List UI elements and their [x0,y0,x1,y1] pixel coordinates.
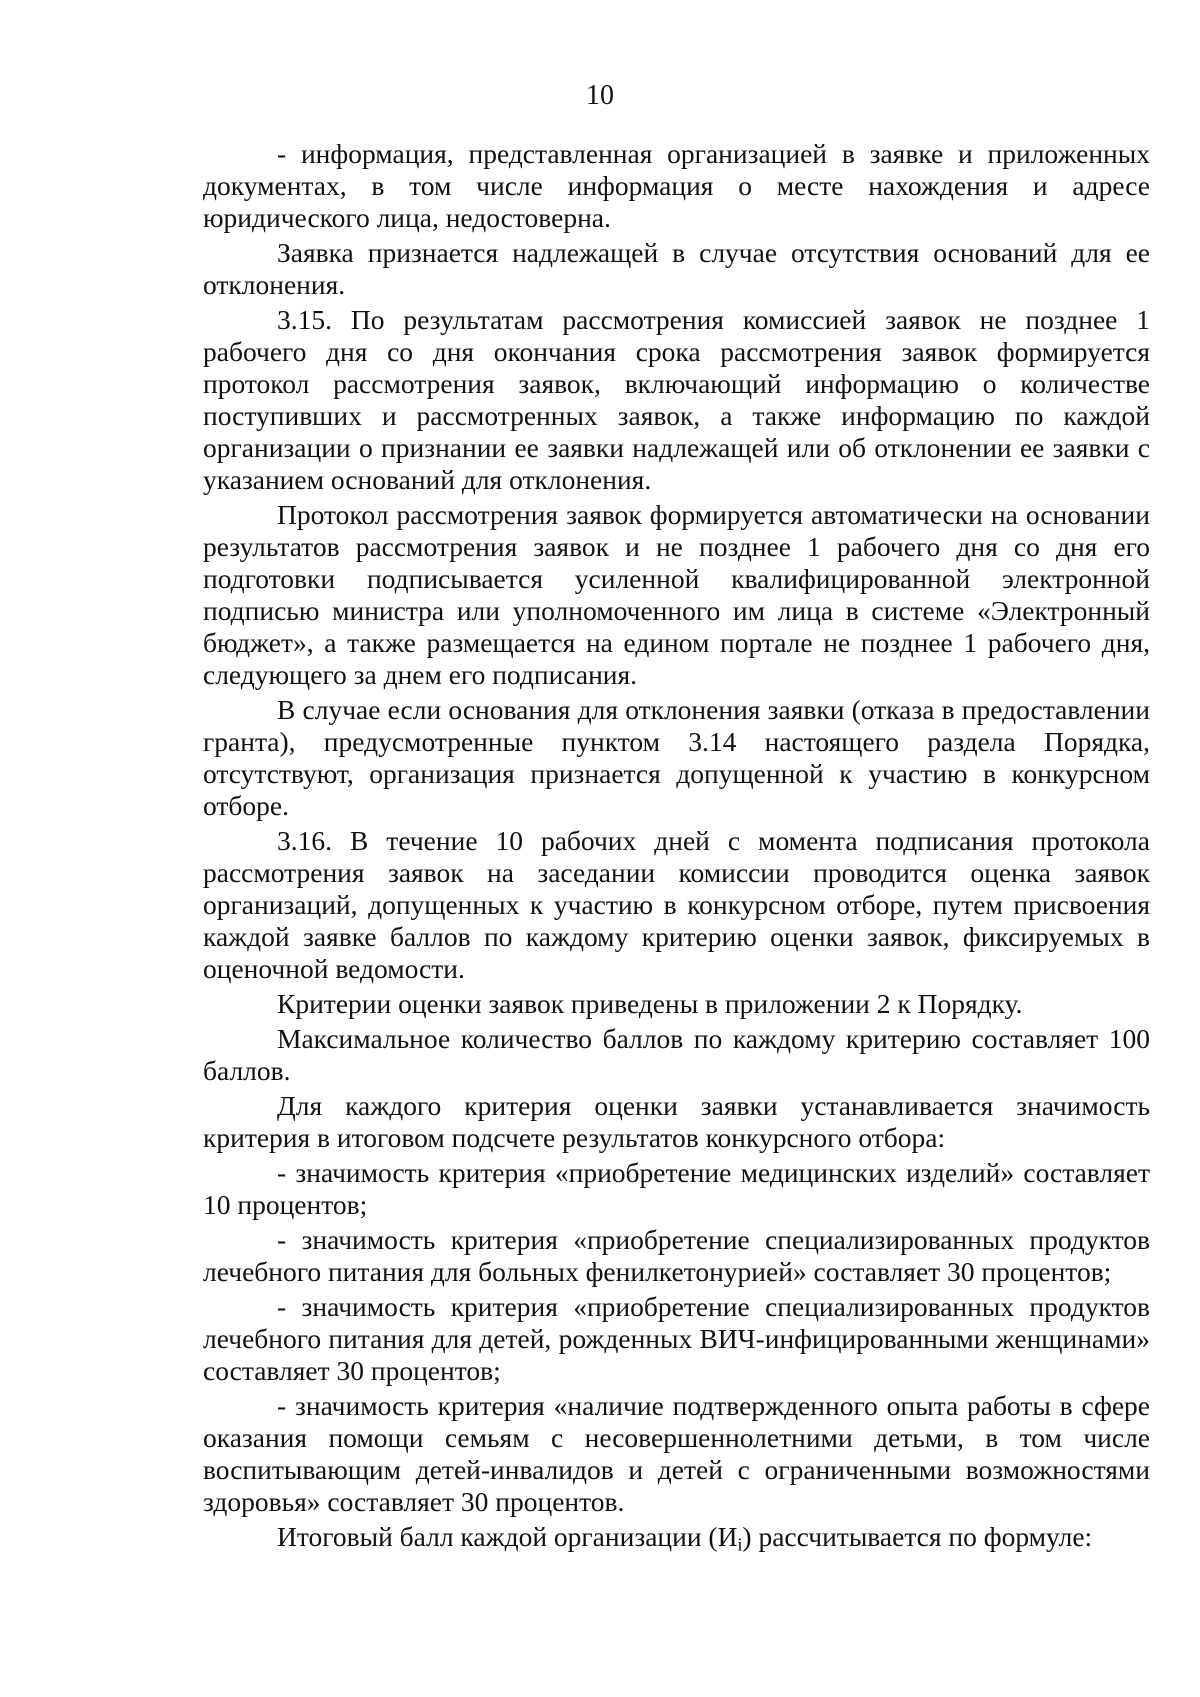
paragraph: В случае если основания для отклонения заявки (отказа в предоставлении гранта), предусмотренные пунктом 3.14 настоящего раздела Порядка, отсутствуют, организация признается допущенной к участию в конкурсном отборе. [203,694,1150,821]
formula-subscript: i [737,1534,743,1555]
paragraph: - значимость критерия «приобретение специализированных продуктов лечебного питания для детей, рожденных ВИЧ-инфицированными женщинами» составляет 30 процентов; [203,1291,1150,1386]
paragraph: - значимость критерия «приобретение специализированных продуктов лечебного питания для больных фенилкетонурией» составляет 30 процентов; [203,1224,1150,1287]
paragraph: - значимость критерия «наличие подтвержденного опыта работы в сфере оказания помощи семьям с несовершеннолетними детьми, в том числе воспитывающим детей-инвалидов и детей с ограниченными возможностями здоровья» составляет 30 процентов. [203,1390,1150,1517]
formula-intro-text: Итоговый балл каждой организации (И [277,1521,738,1552]
paragraph: Протокол рассмотрения заявок формируется автоматически на основании результатов рассмотрения заявок и не позднее 1 рабочего дня со дня его подготовки подписывается усиленной квалифицированной электронной подписью министра или уполномоченного им лица в системе «Электронный бюджет», а также размещается на едином портале не позднее 1 рабочего дня, следующего за днем его подписания. [203,499,1150,690]
paragraph: Для каждого критерия оценки заявки устанавливается значимость критерия в итоговом подсчете результатов конкурсного отбора: [203,1090,1150,1153]
formula-intro-paragraph [203,1521,1150,1553]
document-body [203,138,1150,1556]
paragraph: - информация, представленная организацией в заявке и приложенных документах, в том числе информация о месте нахождения и адресе юридического лица, недостоверна. [203,138,1150,233]
paragraph: - значимость критерия «приобретение медицинских изделий» составляет 10 процентов; [203,1157,1150,1220]
formula-intro-text-end: ) рассчитывается по формуле: [742,1521,1093,1552]
paragraph: 3.16. В течение 10 рабочих дней с момента подписания протокола рассмотрения заявок на заседании комиссии проводится оценка заявок организаций, допущенных к участию в конкурсном отборе, путем присвоения каждой заявке баллов по каждому критерию оценки заявок, фиксируемых в оценочной ведомости. [203,825,1150,984]
paragraph: Заявка признается надлежащей в случае отсутствия оснований для ее отклонения. [203,237,1150,300]
paragraph: 3.15. По результатам рассмотрения комиссией заявок не позднее 1 рабочего дня со дня окончания срока рассмотрения заявок формируется протокол рассмотрения заявок, включающий информацию о количестве поступивших и рассмотренных заявок, а также информацию по каждой организации о признании ее заявки надлежащей или об отклонении ее заявки с указанием оснований для отклонения. [203,304,1150,495]
paragraph: Критерии оценки заявок приведены в приложении 2 к Порядку. [277,988,1023,1019]
paragraph: Максимальное количество баллов по каждому критерию составляет 100 баллов. [203,1023,1150,1086]
page-number: 10 [586,80,614,111]
